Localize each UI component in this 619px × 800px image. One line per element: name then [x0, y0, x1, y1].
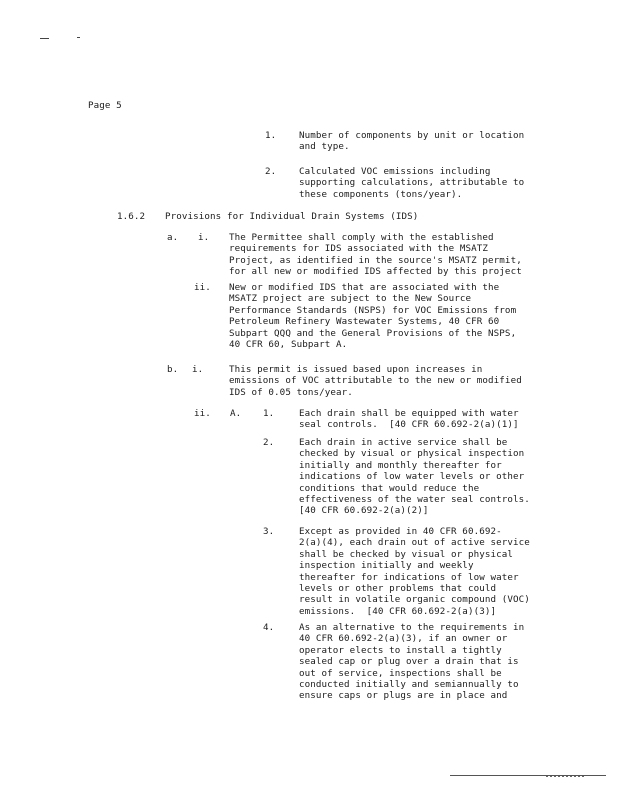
sub-item-number: 2. — [263, 437, 275, 448]
sub-item-number: 3. — [263, 526, 275, 537]
item-text: This permit is issued based upon increases in emissions of VOC attributable to the new or modified IDS of 0.05 tons/year. — [229, 364, 522, 398]
section-title: Provisions for Individual Drain Systems (IDS) — [165, 211, 419, 222]
sub-item-text: Except as provided in 40 CFR 60.692- 2(a)(4), each drain out of active service shall be checked by visual or physical inspection initially and weekly thereafter for indications of low water levels or other problems that could result in volatile organic compound (VOC) emissions. [40 CFR 60.692-2(a)(3)] — [299, 526, 530, 617]
item-text: The Permittee shall comply with the established requirements for IDS associated with the MSATZ Project, as identified in the source's MSATZ permit, for all new or modified IDS affected by this project — [229, 232, 522, 278]
sub-item-number: 4. — [263, 622, 275, 633]
section-number: 1.6.2 — [117, 211, 146, 222]
sub-item-number: 1. — [263, 408, 275, 419]
subsection-letter: a. — [167, 232, 179, 243]
item-number: 1. — [265, 130, 277, 141]
sub-item-text: As an alternative to the requirements in 40 CFR 60.692-2(a)(3), if an owner or operator elects to install a tightly sealed cap or plug over a drain that is out of service, inspections shall be conducted initially and semiannually to ensure caps or plugs are in place and — [299, 622, 525, 702]
sub-item-text: Each drain shall be equipped with water seal controls. [40 CFR 60.692-2(a)(1)] — [299, 408, 519, 431]
page-label: Page 5 — [88, 100, 122, 111]
item-number: ii. — [194, 408, 211, 419]
sub-letter: A. — [230, 408, 242, 419]
subsection-letter: b. — [167, 364, 179, 375]
footer-rule-dots — [546, 776, 586, 777]
sub-item-text: Each drain in active service shall be checked by visual or physical inspection initially and monthly thereafter for indications of low water levels or other conditions that would reduce the effectiveness of the water seal controls. [40 CFR 60.692-2(a)(2)] — [299, 437, 530, 517]
item-number: i. — [192, 364, 204, 375]
item-number: i. — [198, 232, 210, 243]
item-text: Number of components by unit or location and type. — [299, 130, 525, 153]
item-text: Calculated VOC emissions including supporting calculations, attributable to these components (tons/year). — [299, 166, 525, 200]
item-text: New or modified IDS that are associated with the MSATZ project are subject to the New Source Performance Standards (NSPS) for VOC Emissions from Petroleum Refinery Wastewater Systems, 40 CFR 60 Subpart QQQ and the General Provisions of the NSPS, 40 CFR 60, Subpart A. — [229, 282, 517, 351]
scan-mark-top-left-2 — [77, 37, 80, 38]
item-number: 2. — [265, 166, 277, 177]
item-number: ii. — [194, 282, 211, 293]
scan-mark-top-left — [40, 38, 49, 39]
